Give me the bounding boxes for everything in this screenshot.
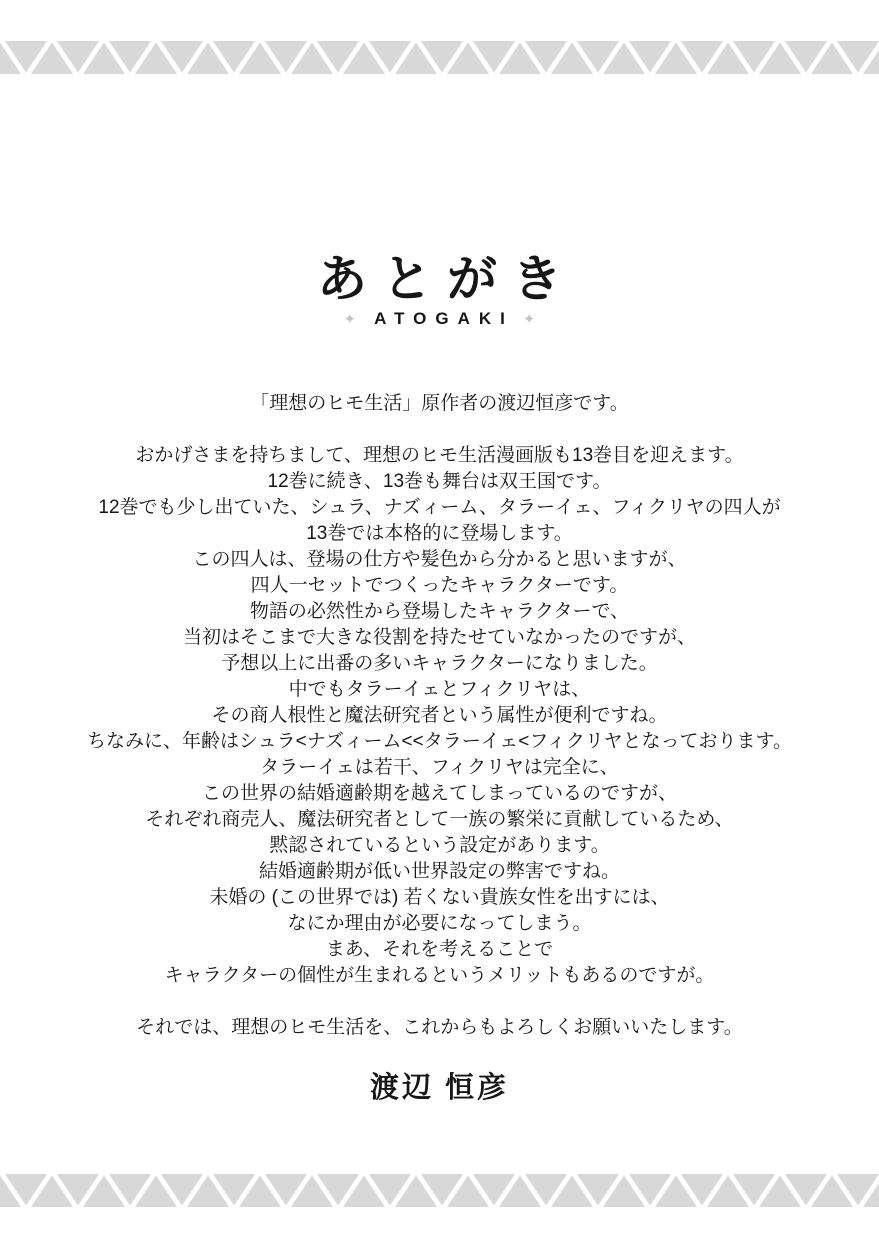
text-line: 結婚適齢期が低い世界設定の弊害ですね。: [258, 861, 620, 882]
text-line: ちなみに、年齢はシュラ<ナズィーム<<タラーイェ<フィクリヤとなっております。: [87, 731, 792, 752]
text-line: まあ、それを考えることで: [325, 939, 554, 960]
text-line: 黙認されているという設定があります。: [269, 835, 610, 856]
author-signature: 渡辺 恒彦: [369, 1072, 510, 1104]
text-line: [0, 989, 879, 1015]
text-line: この四人は、登場の仕方や髪色から分かると思いますが、: [192, 549, 687, 570]
top-triangle-border-decoration: [0, 41, 879, 74]
text-line: 未婚の (この世界では) 若くない貴族女性を出すには、: [209, 887, 670, 908]
sparkle-icon: ✦: [522, 310, 536, 328]
text-line: キャラクターの個性が生まれるというメリットもあるのですが。: [164, 965, 715, 986]
text-line: 予想以上に出番の多いキャラクターになりました。: [221, 653, 658, 674]
text-line: [0, 417, 879, 443]
text-line: 12巻に続き、13巻も舞台は双王国です。: [267, 471, 612, 492]
text-line: なにか理由が必要になってしまう。: [287, 913, 592, 934]
text-line: タラーイェは若干、フィクリヤは完全に、: [260, 757, 619, 778]
afterword-body-text: [0, 391, 879, 1041]
text-line: それでは、理想のヒモ生活を、これからもよろしくお願いいたします。: [136, 1017, 743, 1038]
bottom-triangle-border-decoration: [0, 1174, 879, 1207]
text-line: この世界の結婚適齢期を越えてしまっているのですが、: [201, 783, 677, 804]
page-subtitle-row: [0, 309, 879, 329]
page-subtitle: ATOGAKI: [374, 309, 514, 328]
text-line: 13巻では本格的に登場します。: [306, 523, 573, 544]
text-line: 中でもタラーイェとフィクリヤは、: [288, 679, 591, 700]
text-line: 物語の必然性から登場したキャラクターで、: [249, 601, 630, 622]
page-title: あとがき: [317, 251, 577, 307]
text-line: その商人根性と魔法研究者という属性が便利ですね。: [211, 705, 668, 726]
text-line: 当初はそこまで大きな役割を持たせていなかったのですが、: [182, 627, 696, 648]
sparkle-icon: ✦: [343, 310, 357, 328]
text-line: おかげさまを持ちまして、理想のヒモ生活漫画版も13巻目を迎えます。: [135, 445, 744, 466]
text-line: 四人一セットでつくったキャラクターです。: [250, 575, 629, 596]
text-line: それぞれ商売人、魔法研究者として一族の繁栄に貢献しているため、: [145, 809, 734, 830]
text-line: 12巻でも少し出ていた、シュラ、ナズィーム、タラーイェ、フィクリヤの四人が: [98, 497, 781, 518]
text-line: 「理想のヒモ生活」原作者の渡辺恒彦です。: [250, 393, 629, 414]
